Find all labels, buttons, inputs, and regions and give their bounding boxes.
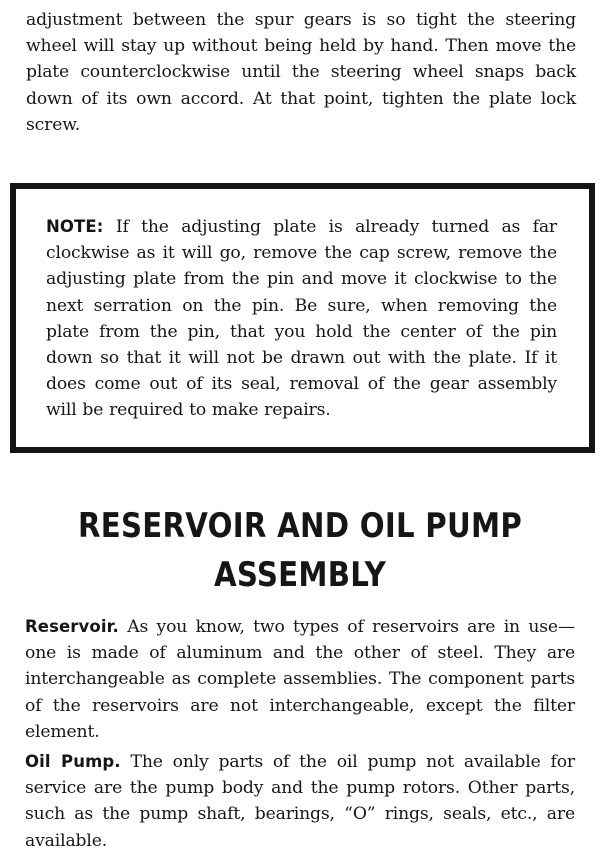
note-label: NOTE: (46, 217, 104, 236)
note-paragraph (46, 214, 557, 424)
reservoir-text: As you know, two types of reservoirs are in use—one is made of aluminum and the other of steel. They are interchangeable as complete assemblies. The component parts of the reservoirs are not interchangeable, except the filter element. (25, 617, 575, 742)
oil-pump-paragraph (25, 749, 575, 854)
section-heading-line-2: ASSEMBLY (213, 555, 387, 595)
section-heading-line-1: RESERVOIR AND OIL PUMP (77, 506, 523, 546)
reservoir-label: Reservoir. (25, 617, 119, 636)
oil-pump-text: The only parts of the oil pump not available for service are the pump body and the pump rotors. Other parts, such as the pump shaft, bearings, “O” rings, seals, etc., are available. (25, 752, 575, 851)
note-text: If the adjusting plate is already turned as far clockwise as it will go, remove the cap screw, remove the adjusting plate from the pin and move it clockwise to the next serration on the pin. Be sure, when removing the plate from the pin, that you hold the center of the pin down so that it will not be drawn out with the plate. If it does come out of its seal, removal of the gear assembly will be required to make repairs. (46, 217, 557, 421)
oil-pump-label: Oil Pump. (25, 752, 121, 771)
reservoir-paragraph (25, 614, 575, 745)
intro-paragraph: adjustment between the spur gears is so tight the steering wheel will stay up without being held by hand. Then move the plate counterclockwise until the steering wheel snaps back down of its own accord. At that point, tighten the plate lock screw. (26, 10, 576, 135)
